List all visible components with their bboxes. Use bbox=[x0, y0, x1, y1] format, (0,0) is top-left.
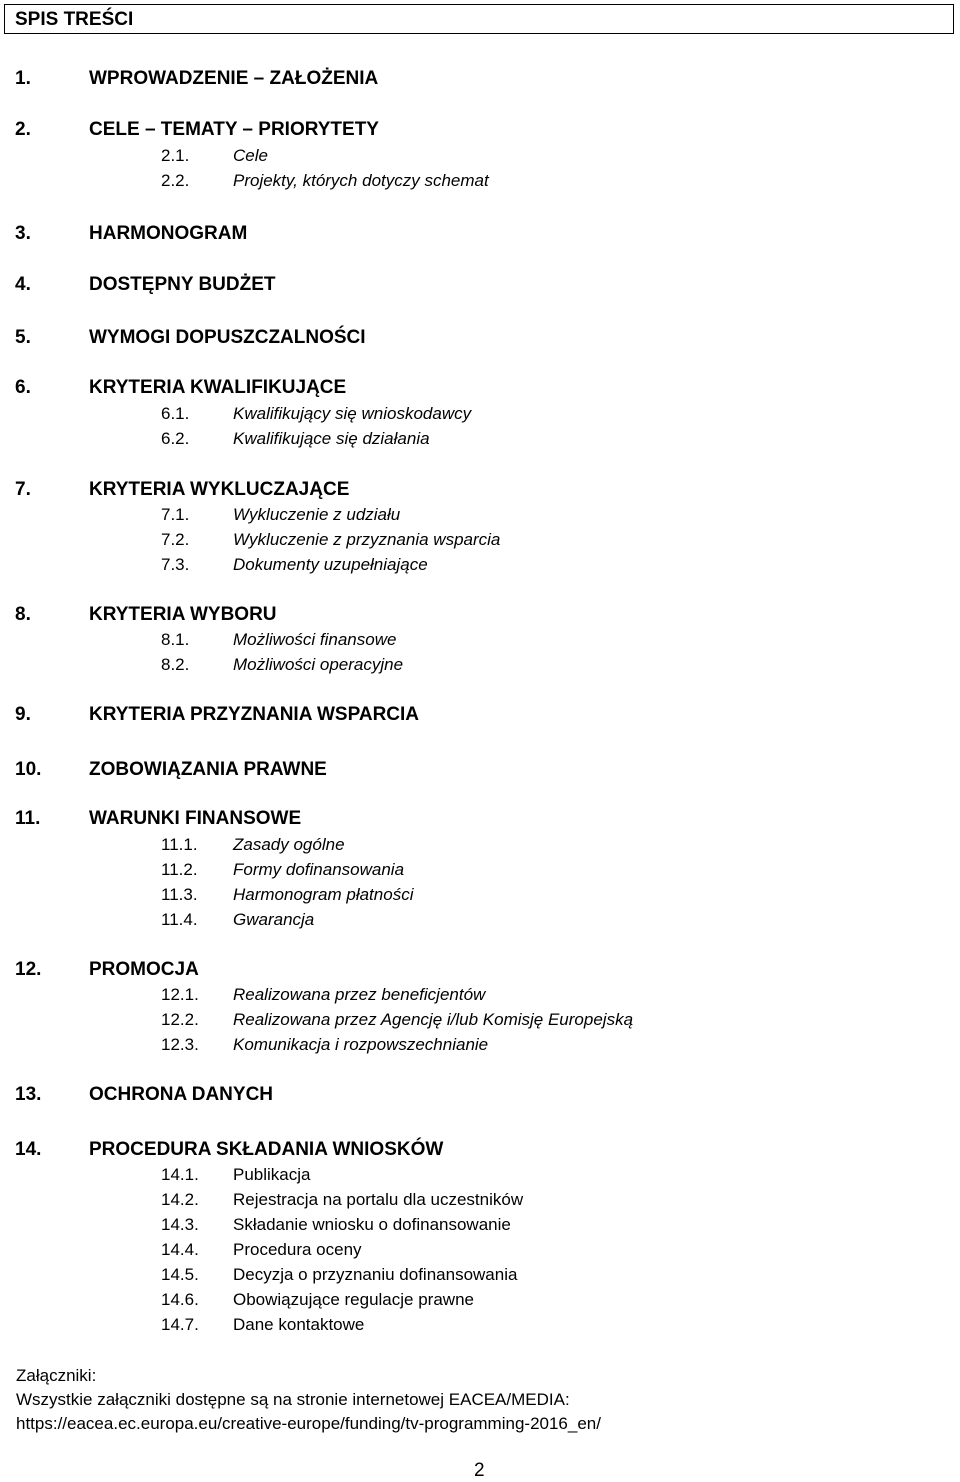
toc-entry-number: 1. bbox=[15, 68, 31, 89]
toc-entry-label: KRYTERIA WYKLUCZAJĄCE bbox=[89, 479, 350, 500]
toc-subentry-number: 2.2. bbox=[161, 171, 190, 190]
toc-subentry-number: 12.1. bbox=[161, 985, 199, 1004]
toc-subentry-number: 12.3. bbox=[161, 1035, 199, 1054]
toc-entry-label: KRYTERIA PRZYZNANIA WSPARCIA bbox=[89, 704, 420, 725]
toc-subentry-number: 11.2. bbox=[161, 860, 198, 879]
toc-subentry-label: Publikacja bbox=[233, 1165, 311, 1184]
toc-subentry-number: 7.2. bbox=[161, 530, 190, 549]
toc-subentry-number: 2.1. bbox=[161, 146, 190, 165]
toc-subentry-number: 14.1. bbox=[161, 1165, 199, 1184]
toc-subentry-label: Harmonogram płatności bbox=[233, 885, 414, 904]
toc-subentry-number: 14.6. bbox=[161, 1290, 199, 1309]
toc-entry-label: WYMOGI DOPUSZCZALNOŚCI bbox=[89, 327, 366, 348]
toc-entry-label: DOSTĘPNY BUDŻET bbox=[89, 274, 276, 295]
toc-entry-label: WPROWADZENIE – ZAŁOŻENIA bbox=[89, 68, 379, 89]
toc-entry-label: HARMONOGRAM bbox=[89, 223, 248, 244]
toc-subentry-label: Kwalifikujące się działania bbox=[233, 429, 430, 448]
toc-subentry-number: 8.1. bbox=[161, 630, 190, 649]
toc-subentry-number: 14.2. bbox=[161, 1190, 199, 1209]
toc-subentry-label: Kwalifikujący się wnioskodawcy bbox=[233, 404, 472, 423]
toc-subentry-label: Składanie wniosku o dofinansowanie bbox=[233, 1215, 511, 1234]
toc-subentry-label: Komunikacja i rozpowszechnianie bbox=[233, 1035, 489, 1054]
attachments-link[interactable]: https://eacea.ec.europa.eu/creative-europe/funding/tv-programming-2016_en/ bbox=[16, 1414, 601, 1433]
toc-subentry-label: Możliwości finansowe bbox=[233, 630, 397, 649]
toc-entry-label: OCHRONA DANYCH bbox=[89, 1084, 274, 1105]
toc-entry-number: 14. bbox=[15, 1139, 42, 1160]
toc-entry-label: PROCEDURA SKŁADANIA WNIOSKÓW bbox=[89, 1139, 444, 1160]
toc-subentry-label: Wykluczenie z przyznania wsparcia bbox=[233, 530, 501, 549]
toc-subentry-number: 14.4. bbox=[161, 1240, 199, 1259]
toc-entry-number: 2. bbox=[15, 119, 31, 140]
toc-subentry-number: 6.1. bbox=[161, 404, 190, 423]
toc-subentry-label: Wykluczenie z udziału bbox=[233, 505, 401, 524]
toc-subentry-number: 7.1. bbox=[161, 505, 190, 524]
toc-entry-number: 3. bbox=[15, 223, 31, 244]
toc-subentry-label: Możliwości operacyjne bbox=[233, 655, 404, 674]
toc-entry-label: ZOBOWIĄZANIA PRAWNE bbox=[89, 759, 327, 780]
toc-entry-number: 10. bbox=[15, 759, 42, 780]
toc-subentry-label: Cele bbox=[233, 146, 268, 165]
toc-subentry-number: 6.2. bbox=[161, 429, 190, 448]
toc-entry-number: 5. bbox=[15, 327, 31, 348]
toc-subentry-label: Decyzja o przyznaniu dofinansowania bbox=[233, 1265, 518, 1284]
toc-subentry-number: 8.2. bbox=[161, 655, 190, 674]
toc-entry-label: KRYTERIA KWALIFIKUJĄCE bbox=[89, 377, 347, 398]
toc-title: SPIS TREŚCI bbox=[15, 9, 134, 30]
toc-subentry-label: Dane kontaktowe bbox=[233, 1315, 365, 1334]
toc-subentry-label: Gwarancja bbox=[233, 910, 315, 929]
page-number: 2 bbox=[474, 1460, 485, 1481]
toc-subentry-number: 14.7. bbox=[161, 1315, 199, 1334]
toc-entry-number: 12. bbox=[15, 959, 42, 980]
toc-subentry-label: Obowiązujące regulacje prawne bbox=[233, 1290, 474, 1309]
toc-entry-number: 8. bbox=[15, 604, 31, 625]
toc-subentry-number: 7.3. bbox=[161, 555, 190, 574]
toc-subentry-number: 14.3. bbox=[161, 1215, 199, 1234]
toc-header-box bbox=[4, 4, 954, 34]
toc-entry-label: KRYTERIA WYBORU bbox=[89, 604, 277, 625]
toc-subentry-number: 11.4. bbox=[161, 910, 198, 929]
toc-subentry-number: 11.1. bbox=[161, 835, 198, 854]
toc-entry-number: 4. bbox=[15, 274, 31, 295]
toc-subentry-label: Projekty, których dotyczy schemat bbox=[233, 171, 489, 190]
attachments-note: Wszystkie załączniki dostępne są na stronie internetowej EACEA/MEDIA: bbox=[16, 1390, 570, 1409]
toc-subentry-label: Dokumenty uzupełniające bbox=[233, 555, 428, 574]
toc-entry-label: WARUNKI FINANSOWE bbox=[89, 808, 302, 829]
toc-subentry-number: 12.2. bbox=[161, 1010, 199, 1029]
toc-subentry-label: Realizowana przez beneficjentów bbox=[233, 985, 486, 1004]
toc-entry-label: PROMOCJA bbox=[89, 959, 199, 980]
toc-entry-number: 7. bbox=[15, 479, 31, 500]
toc-subentry-label: Realizowana przez Agencję i/lub Komisję Europejską bbox=[233, 1010, 634, 1029]
toc-entry-number: 6. bbox=[15, 377, 31, 398]
toc-entry-label: CELE – TEMATY – PRIORYTETY bbox=[89, 119, 379, 140]
toc-entry-number: 9. bbox=[15, 704, 31, 725]
toc-subentry-number: 11.3. bbox=[161, 885, 198, 904]
toc-entry-number: 13. bbox=[15, 1084, 42, 1105]
toc-subentry-label: Formy dofinansowania bbox=[233, 860, 405, 879]
toc-subentry-label: Procedura oceny bbox=[233, 1240, 362, 1259]
toc-subentry-label: Rejestracja na portalu dla uczestników bbox=[233, 1190, 524, 1209]
toc-subentry-number: 14.5. bbox=[161, 1265, 199, 1284]
toc-subentry-label: Zasady ogólne bbox=[233, 835, 345, 854]
attachments-label: Załączniki: bbox=[16, 1366, 97, 1385]
toc-entry-number: 11. bbox=[15, 808, 41, 829]
